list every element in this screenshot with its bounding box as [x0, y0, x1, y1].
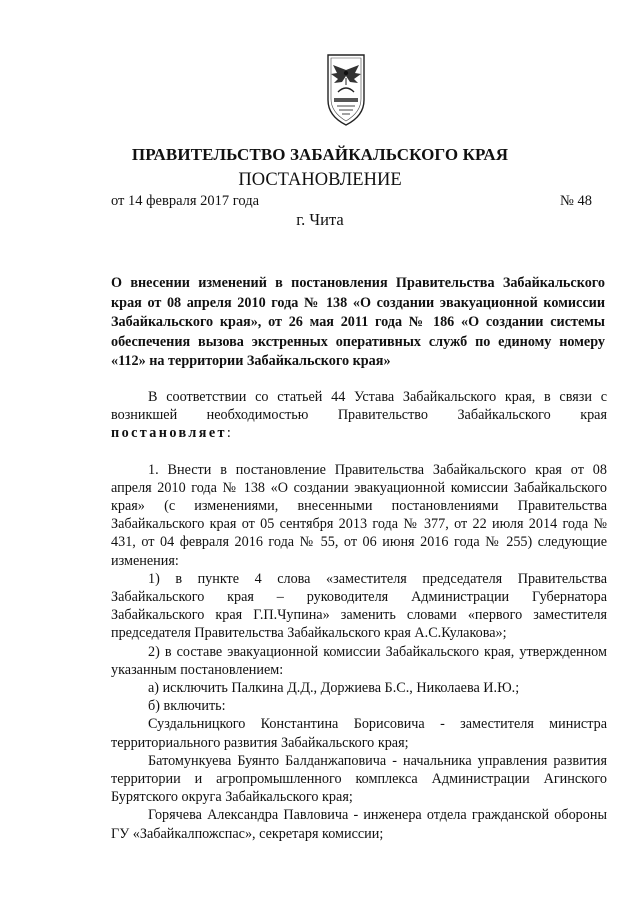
- decree-word: постановляет: [111, 425, 227, 442]
- coat-of-arms-emblem: [325, 52, 367, 128]
- subparagraph-1: 1) в пункте 4 слова «заместителя председателя Правительства Забайкальского края – руководителя Администрации Губернатора Забайкальского края Г.П.Чупина» заменить словами «первого заместителя председателя Правительства Забайкальского края А.С.Кулакова»;: [111, 570, 607, 642]
- document-date: от 14 февраля 2017 года: [111, 193, 260, 209]
- preamble-paragraph: [111, 388, 607, 443]
- document-number: № 48: [560, 193, 592, 209]
- document-body: [111, 388, 607, 843]
- member-entry: Горячева Александра Павловича - инженера отдела гражданской обороны ГУ «Забайкалпожспас», секретаря комиссии;: [111, 807, 607, 842]
- document-city: г. Чита: [296, 210, 344, 229]
- member-entry: Батомункуева Буянто Балданжаповича - начальника управления развития территории и агропромышленного комплекса Администрации Агинского Бурятского округа Забайкальского края;: [111, 752, 607, 806]
- subparagraph-2: 2) в составе эвакуационной комиссии Забайкальского края, утвержденном указанным постановлением:: [111, 643, 607, 678]
- organization-title: ПРАВИТЕЛЬСТВО ЗАБАЙКАЛЬСКОГО КРАЯ: [131, 145, 509, 164]
- subparagraph-a: а) исключить Палкина Д.Д., Доржиева Б.С., Николаева И.Ю.;: [148, 680, 520, 697]
- paragraph-item-1: 1. Внести в постановление Правительства Забайкальского края от 08 апреля 2010 года № 138 «О создании эвакуационной комиссии Забайкальского края» (с изменениями, внесенными постановлениями Правительства Забайкальского края от 05 сентября 2013 года № 377, от 22 июля 2014 года № 431, от 04 февраля 2016 года № 55, от 06 июня 2016 года № 255) следующие изменения:: [111, 461, 607, 569]
- document-type: ПОСТАНОВЛЕНИЕ: [238, 170, 402, 190]
- member-entry: Суздальницкого Константина Борисовича - заместителя министра территориального развития Забайкальского края;: [111, 716, 607, 751]
- preamble-text: В соответствии со статьей 44 Устава Забайкальского края, в связи с возникшей необходимостью Правительство Забайкальского края: [111, 389, 607, 424]
- document-heading: О внесении изменений в постановления Правительства Забайкальского края от 08 апреля 2010 года № 138 «О создании эвакуационной комиссии Забайкальского края», от 26 мая 2011 года № 186 «О создании системы обеспечения вызова экстренных оперативных служб по единому номеру «112» на территории Забайкальского края»: [111, 275, 605, 369]
- subparagraph-b: б) включить:: [148, 698, 226, 715]
- decree-punct: :: [226, 425, 231, 442]
